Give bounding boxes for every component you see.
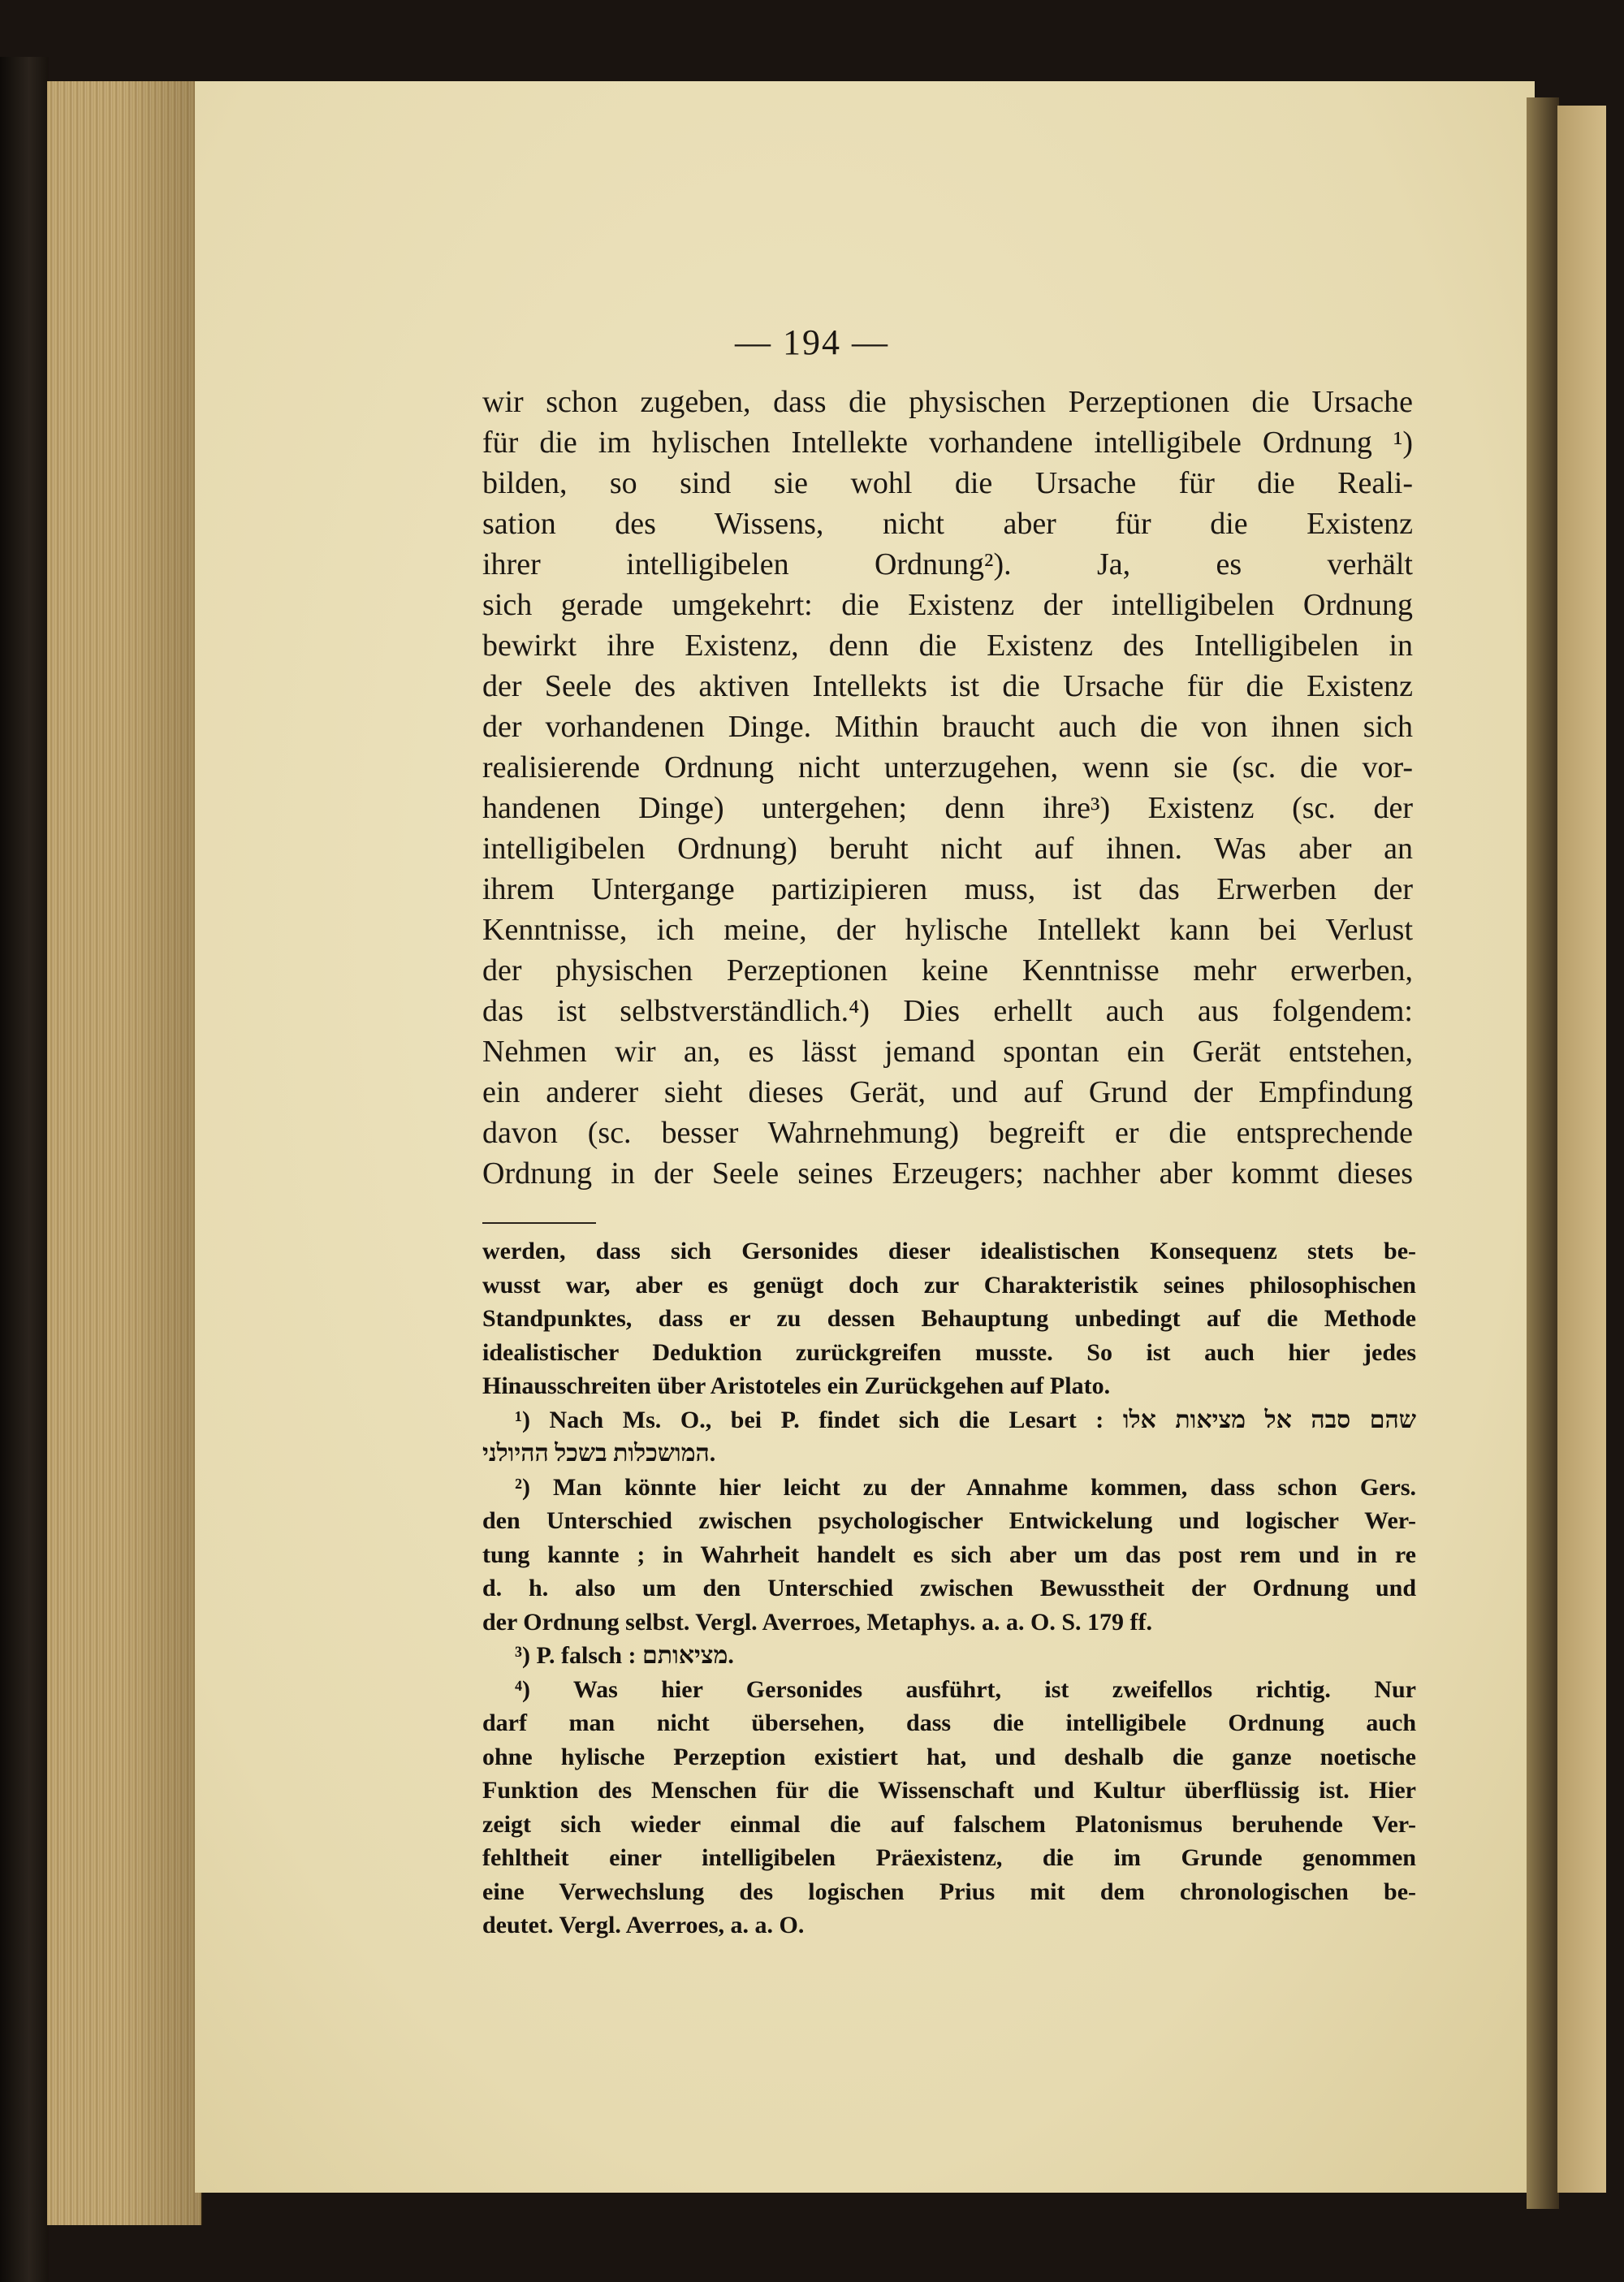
page-stack-shadow <box>122 81 203 2225</box>
text-line: der physischen Perzeptionen keine Kenntnisse mehr erwerben, <box>482 953 1413 988</box>
main-text <box>482 382 1413 1194</box>
text-line: ihrem Untergange partizipieren muss, ist das Erwerben der <box>482 872 1413 906</box>
text-line: bilden, so sind sie wohl die Ursache für die Reali- <box>482 466 1413 500</box>
text-line: ihrer intelligibelen Ordnung²). Ja, es verhält <box>482 547 1413 581</box>
text-line: der Seele des aktiven Intellekts ist die Ursache für die Existenz <box>482 669 1413 703</box>
book-cover-edge <box>0 57 49 2282</box>
text-line: handenen Dinge) untergehen; denn ihre³) Existenz (sc. der <box>482 791 1413 825</box>
text-line: für die im hylischen Intellekte vorhandene intelligibele Ordnung ¹) <box>482 426 1413 460</box>
footnote-line: המושכלות בשכל ההיולני. <box>482 1440 716 1467</box>
footnote-line: werden, dass sich Gersonides dieser idealistischen Konsequenz stets be- <box>482 1238 1416 1264</box>
text-line: ein anderer sieht dieses Gerät, und auf Grund der Empfindung <box>482 1075 1413 1109</box>
text-line: sich gerade umgekehrt: die Existenz der intelligibelen Ordnung <box>482 588 1413 622</box>
footnote-4: ⁴) Was hier Gersonides ausführt, ist zweifellos richtig. Nur <box>515 1675 1416 1703</box>
footnote-line: zeigt sich wieder einmal die auf falschem Platonismus beruhende Ver- <box>482 1810 1416 1838</box>
footnote-line: darf man nicht übersehen, dass die intelligibele Ordnung auch <box>482 1709 1416 1736</box>
footnote-line: wusst war, aber es genügt doch zur Charakteristik seines philosophischen <box>482 1271 1416 1299</box>
text-line: der vorhandenen Dinge. Mithin braucht auch die von ihnen sich <box>482 710 1413 744</box>
footnote-rule <box>482 1222 596 1224</box>
footnote-line: deutet. Vergl. Averroes, a. a. O. <box>482 1912 805 1938</box>
text-line: Ordnung in der Seele seines Erzeugers; nachher aber kommt dieses <box>482 1156 1413 1191</box>
footnote-line: tung kannte ; in Wahrheit handelt es sich aber um das post rem und in re <box>482 1541 1416 1568</box>
footnote-line: Funktion des Menschen für die Wissenschaft und Kultur überflüssig ist. Hier <box>482 1777 1416 1804</box>
text-line: realisierende Ordnung nicht unterzugehen, wenn sie (sc. die vor- <box>482 750 1413 784</box>
text-line: Kenntnisse, ich meine, der hylische Intellekt kann bei Verlust <box>482 913 1413 947</box>
footnote-line: Hinausschreiten über Aristoteles ein Zurückgehen auf Plato. <box>482 1372 1111 1399</box>
footnote-line: der Ordnung selbst. Vergl. Averroes, Metaphys. a. a. O. S. 179 ff. <box>482 1608 1153 1636</box>
page-number: — 194 — <box>735 322 889 362</box>
footnote-line: d. h. also um den Unterschied zwischen Bewusstheit der Ordnung und <box>482 1575 1416 1601</box>
text-line: Nehmen wir an, es lässt jemand spontan ein Gerät entstehen, <box>482 1035 1413 1069</box>
footnotes <box>482 1234 1416 1943</box>
footnote-1: ¹) Nach Ms. O., bei P. findet sich die Lesart : שהם סבה אל מציאות אלו <box>515 1406 1416 1433</box>
text-line: das ist selbstverständlich.⁴) Dies erhellt auch aus folgendem: <box>482 994 1413 1028</box>
footnote-line: fehltheit einer intelligibelen Präexistenz, die im Grunde genommen <box>482 1844 1416 1871</box>
footnote-line: eine Verwechslung des logischen Prius mit dem chronologischen be- <box>482 1878 1416 1905</box>
book-gutter <box>1527 97 1559 2209</box>
next-page-edge <box>1557 106 1606 2193</box>
footnote-2: ²) Man könnte hier leicht zu der Annahme kommen, dass schon Gers. <box>515 1473 1416 1501</box>
text-line: davon (sc. besser Wahrnehmung) begreift er die entsprechende <box>482 1116 1413 1150</box>
text-line: wir schon zugeben, dass die physischen Perzeptionen die Ursache <box>482 385 1413 419</box>
footnote-3: ³) P. falsch : מציאותם. <box>515 1642 734 1669</box>
text-line: sation des Wissens, nicht aber für die Existenz <box>482 507 1413 541</box>
footnote-line: idealistischer Deduktion zurückgreifen musste. So ist auch hier jedes <box>482 1338 1416 1366</box>
footnote-line: ohne hylische Perzeption existiert hat, und deshalb die ganze noetische <box>482 1743 1416 1770</box>
text-line: bewirkt ihre Existenz, denn die Existenz des Intelligibelen in <box>482 629 1413 663</box>
text-line: intelligibelen Ordnung) beruht nicht auf ihnen. Was aber an <box>482 832 1413 866</box>
footnote-line: Standpunktes, dass er zu dessen Behauptung unbedingt auf die Methode <box>482 1305 1416 1332</box>
footnote-line: den Unterschied zwischen psychologischer Entwickelung und logischer Wer- <box>482 1507 1416 1534</box>
